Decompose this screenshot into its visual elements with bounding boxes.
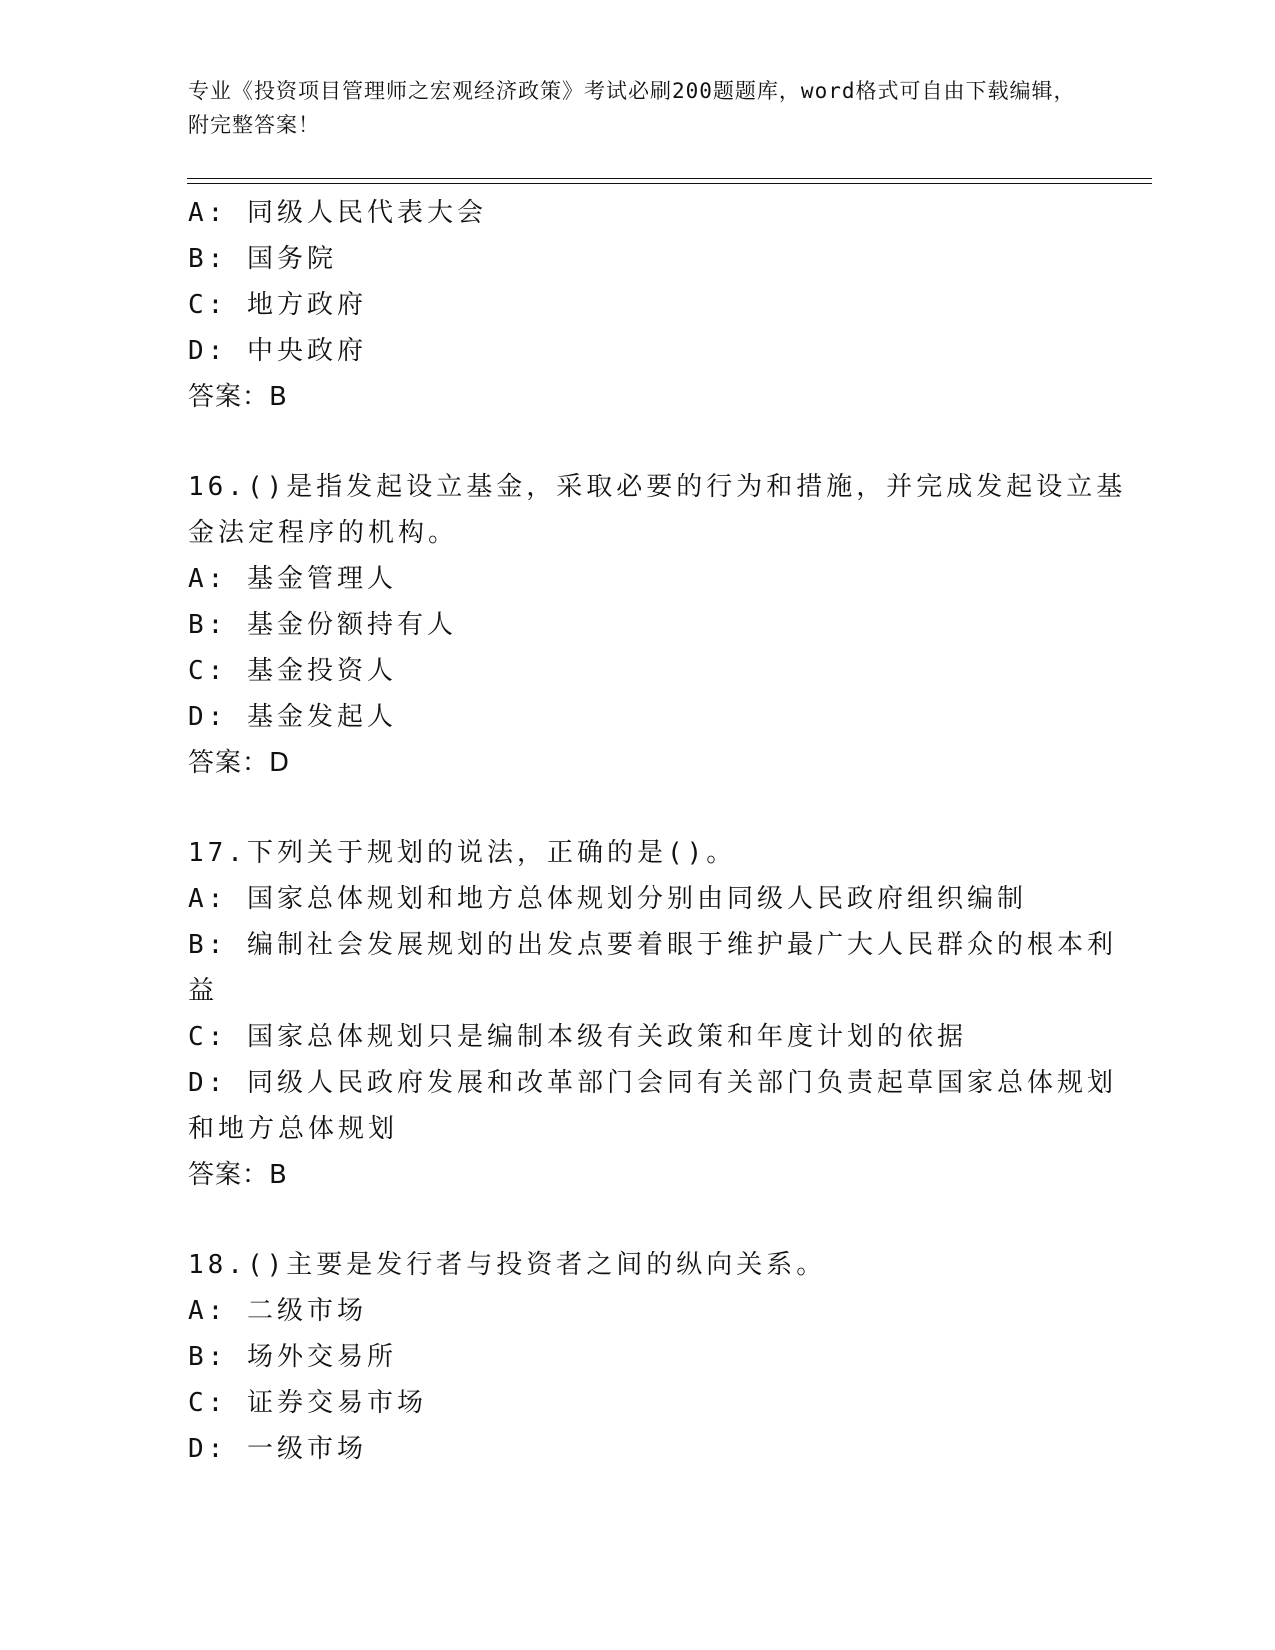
option-d: D: 基金发起人 xyxy=(188,702,397,732)
option-a: A: 同级人民代表大会 xyxy=(188,198,487,228)
question-content xyxy=(188,190,1127,1472)
question-15 xyxy=(188,190,1088,420)
header-divider-top xyxy=(187,178,1152,179)
spacer xyxy=(188,420,1088,464)
answer-line: 答案：D xyxy=(188,748,291,778)
question-stem: 17.下列关于规划的说法，正确的是()。 xyxy=(188,838,737,868)
question-17 xyxy=(188,830,1117,1198)
header-divider-bottom xyxy=(187,183,1152,184)
option-d-continued: 和地方总体规划 xyxy=(188,1114,399,1144)
option-b-continued: 益 xyxy=(188,976,219,1006)
option-c: C: 基金投资人 xyxy=(188,656,397,686)
option-b: B: 国务院 xyxy=(188,244,337,274)
document-header: 专业《投资项目管理师之宏观经济政策》考试必刷200题题库，word格式可自由下载编辑，附完整答案！ xyxy=(188,79,1076,137)
answer-line: 答案：B xyxy=(188,382,288,412)
option-a: A: 国家总体规划和地方总体规划分别由同级人民政府组织编制 xyxy=(188,884,1027,914)
option-d: D: 同级人民政府发展和改革部门会同有关部门负责起草国家总体规划 xyxy=(188,1068,1117,1098)
option-d: D: 一级市场 xyxy=(188,1434,367,1464)
option-c: C: 地方政府 xyxy=(188,290,367,320)
question-stem-continued: 金法定程序的机构。 xyxy=(188,518,459,548)
option-b: B: 基金份额持有人 xyxy=(188,610,457,640)
option-d: D: 中央政府 xyxy=(188,336,367,366)
question-16 xyxy=(188,464,1127,786)
option-a: A: 二级市场 xyxy=(188,1296,367,1326)
option-c: C: 国家总体规划只是编制本级有关政策和年度计划的依据 xyxy=(188,1022,967,1052)
answer-line: 答案：B xyxy=(188,1160,288,1190)
option-b: B: 场外交易所 xyxy=(188,1342,397,1372)
option-a: A: 基金管理人 xyxy=(188,564,397,594)
option-c: C: 证券交易市场 xyxy=(188,1388,427,1418)
question-stem: 18.()主要是发行者与投资者之间的纵向关系。 xyxy=(188,1250,827,1280)
spacer xyxy=(188,786,1088,830)
question-18 xyxy=(188,1242,1088,1472)
spacer xyxy=(188,1198,1088,1242)
question-stem: 16.()是指发起设立基金，采取必要的行为和措施，并完成发起设立基 xyxy=(188,472,1127,502)
option-b: B: 编制社会发展规划的出发点要着眼于维护最广大人民群众的根本利 xyxy=(188,930,1117,960)
